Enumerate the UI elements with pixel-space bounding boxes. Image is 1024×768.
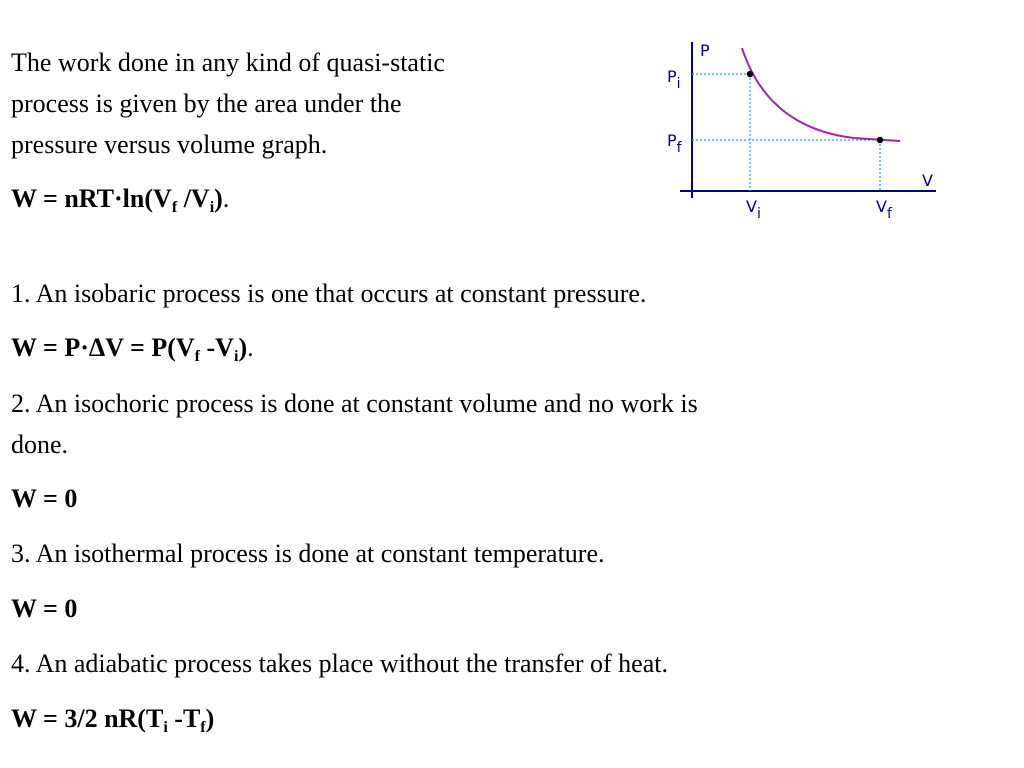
item-isobaric: 1. An isobaric process is one that occurs at constant pressure. <box>11 279 647 308</box>
v-axis-label: V <box>922 171 933 190</box>
vf-label: Vf <box>876 197 892 222</box>
item-isothermal: 3. An isothermal process is done at constant temperature. <box>11 539 605 568</box>
item-adiabatic: 4. An adiabatic process takes place without the transfer of heat. <box>11 649 668 678</box>
p-axis-label: P <box>700 41 710 60</box>
intro-paragraph <box>11 42 611 165</box>
formula-adiabatic: W = 3/2 $nR(T_i$ $-T_f$) <box>11 704 215 737</box>
formula-general: $W = nRT\cdot\ln(V_f$ $/V_i$). <box>11 184 230 217</box>
pv-curve <box>742 48 900 141</box>
item-isochoric-line-1: 2. An isochoric process is done at constant volume and no work is <box>11 389 698 418</box>
pi-label: Pi <box>667 67 681 92</box>
intro-line-2: process is given by the area under the <box>11 89 402 118</box>
intro-line-3: pressure versus volume graph. <box>11 130 328 159</box>
item-isochoric-line-2: done. <box>11 430 69 459</box>
intro-line-1: The work done in any kind of quasi-static <box>11 48 445 77</box>
final-state-point <box>877 137 883 143</box>
formula-isochoric: W = 0 <box>11 484 78 513</box>
vi-label: Vi <box>746 197 761 222</box>
pv-graph <box>640 30 950 230</box>
formula-isothermal: W = 0 <box>11 594 78 623</box>
pf-label: Pf <box>667 131 682 156</box>
formula-isobaric: $W = P\cdot\Delta V = P(V_f$ $-V_i$). <box>11 333 254 366</box>
initial-state-point <box>747 71 753 77</box>
